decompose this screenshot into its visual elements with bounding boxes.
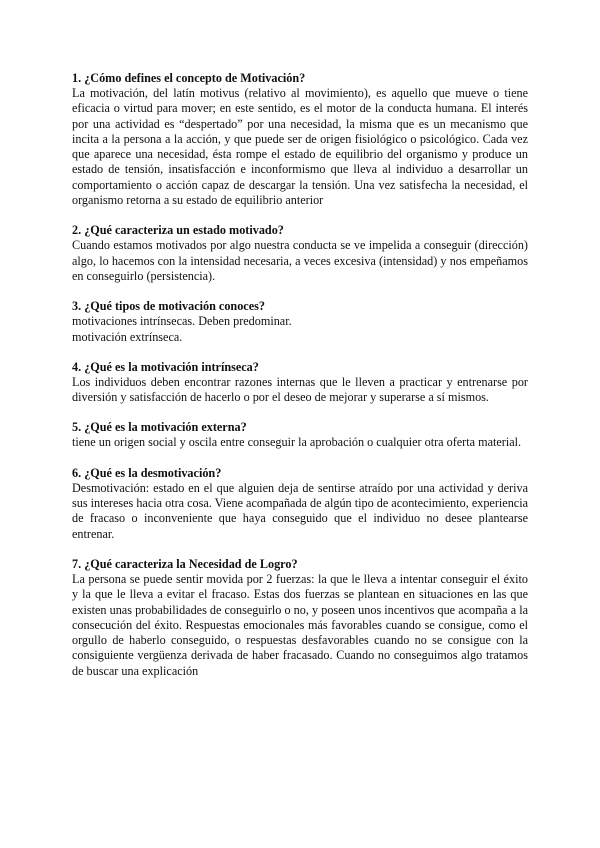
section-necesidad-logro bbox=[72, 557, 528, 679]
section-motivacion-intrinseca bbox=[72, 360, 528, 406]
question-heading: 1. ¿Cómo defines el concepto de Motivación? bbox=[72, 71, 306, 85]
question-heading: 6. ¿Qué es la desmotivación? bbox=[72, 465, 222, 480]
question-heading: 7. ¿Qué caracteriza la Necesidad de Logro? bbox=[72, 556, 298, 571]
question-heading: 4. ¿Qué es la motivación intrínseca? bbox=[72, 359, 259, 374]
section-estado-motivado bbox=[72, 223, 528, 284]
answer-paragraph: Cuando estamos motivados por algo nuestra conducta se ve impelida a conseguir (dirección) algo, lo hacemos con la intensidad necesaria, a veces excesiva (intensidad) y nos empeñamos en conseguirlo (persistencia). bbox=[72, 238, 528, 283]
question-heading: 2. ¿Qué caracteriza un estado motivado? bbox=[72, 223, 284, 238]
answer-line: motivación extrínseca. bbox=[72, 329, 183, 344]
answer-paragraph: Desmotivación: estado en el que alguien deja de sentirse atraído por una actividad y deriva sus intereses hacia otra cosa. Viene acompañada de algún tipo de acontecimiento, experiencia de fracaso o inconveniente que haya conseguido que el individuo no desee plantearse entrenar. bbox=[72, 480, 528, 541]
answer-paragraph: La persona se puede sentir movida por 2 fuerzas: la que le lleva a intentar conseguir el éxito y la que le lleva a evitar el fracaso. Estas dos fuerzas se plantean en situaciones en las que existen unas probabilidades de conseguirlo o no, y poseen unos incentivos que acompaña a la consecución del éxito. Respuestas emocionales más favorables cuando se consigue, como el orgullo de haberlo conseguido, o respuestas desfavorables cuando no se consigue con la consiguiente vergüenza derivada de haber fracasado. Cuando no conseguimos algo tratamos de buscar una explicación bbox=[72, 571, 528, 678]
answer-paragraph: La motivación, del latín motivus (relativo al movimiento), es aquello que mueve o tiene eficacia o virtud para mover; en este sentido, es el motor de la conducta humana. El interés por una actividad es “despertado” por una necesidad, la misma que es un mecanismo que incita a la persona a la acción, y que puede ser de origen fisiológico o psicológico. Cada vez que aparece una necesidad, ésta rompe el estado de equilibrio del organismo y produce un estado de tensión, insatisfacción e inconformismo que lleva al individuo a desarrollar un comportamiento o acción capaz de descargar la tensión. Una vez satisfecha la necesidad, el organismo retorna a su estado de equilibrio anterior bbox=[72, 86, 528, 208]
section-motivacion-externa bbox=[72, 420, 528, 450]
answer-paragraph: tiene un origen social y oscila entre conseguir la aprobación o cualquier otra oferta material. bbox=[72, 435, 522, 450]
answer-line: motivaciones intrínsecas. Deben predominar. bbox=[72, 314, 292, 329]
question-heading: 5. ¿Qué es la motivación externa? bbox=[72, 420, 247, 435]
section-desmotivacion bbox=[72, 466, 528, 542]
question-heading: 3. ¿Qué tipos de motivación conoces? bbox=[72, 299, 265, 314]
section-tipos-motivacion bbox=[72, 299, 528, 345]
section-concepto-motivacion bbox=[72, 71, 528, 208]
answer-paragraph: Los individuos deben encontrar razones internas que le lleven a practicar y entrenarse por diversión y satisfacción de hacerlo o por el deseo de mejorar y superarse a sí mismos. bbox=[72, 374, 528, 405]
document-page bbox=[72, 71, 528, 694]
